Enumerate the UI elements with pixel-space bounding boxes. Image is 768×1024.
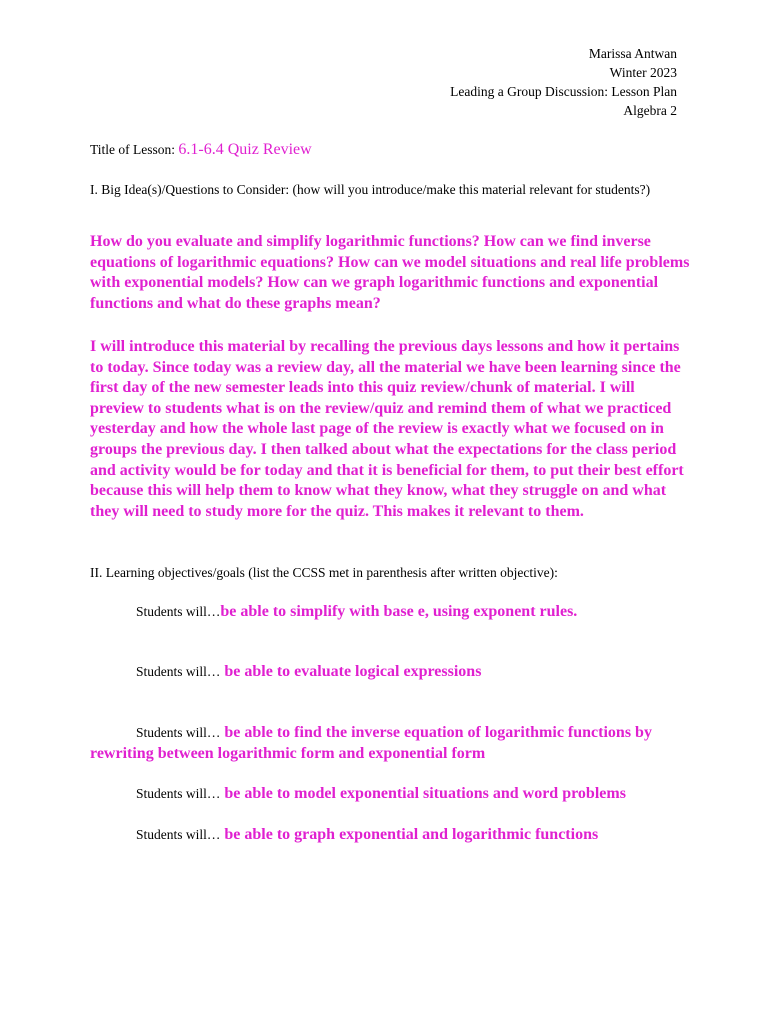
objective-text: be able to find the inverse equation of logarithmic functions by rewriting between logarithmic form and exponential form: [90, 724, 652, 762]
term: Winter 2023: [609, 65, 677, 80]
objective-text: be able to simplify with base e, using exponent rules.: [220, 603, 578, 620]
objective-item: [90, 824, 690, 845]
objective-lead: Students will…: [136, 664, 221, 679]
objective-item: [90, 722, 690, 764]
lesson-title-line: [90, 141, 312, 159]
lesson-title-label: Title of Lesson:: [90, 142, 176, 157]
introduction-paragraph: I will introduce this material by recalling the previous days lessons and how it pertains to today. Since today was a review day, all the material we have been learning since the first day of the new semester leads into this quiz review/chunk of material. I will preview to students what is on the review/quiz and remind them of what we practiced yesterday and how the whole last page of the review is exactly what we focused on in groups the previous day. I then talked about what the expectations for the class period and activity would be for today and that it is beneficial for them, to put their best effort because this will help them to know what they know, what they struggle on and what they will need to study more for the quiz. This makes it relevant to them.: [90, 338, 684, 520]
objective-lead: Students will…: [136, 725, 221, 740]
author-name: Marissa Antwan: [588, 46, 677, 61]
objective-text: be able to graph exponential and logarithmic functions: [220, 826, 599, 843]
document-header: [450, 44, 677, 120]
objective-item: [90, 783, 690, 804]
section1-heading: I. Big Idea(s)/Questions to Consider: (how will you introduce/make this material relevant for students?): [90, 182, 651, 197]
objective-item: [90, 601, 690, 622]
objective-text: be able to model exponential situations and word problems: [220, 785, 626, 802]
assignment-title: Leading a Group Discussion: Lesson Plan: [450, 84, 677, 99]
objective-lead: Students will…: [136, 827, 221, 842]
big-idea-questions: How do you evaluate and simplify logarithmic functions? How can we find inverse equations of logarithmic equations? How can we model situations and real life problems with exponential models? How can we graph logarithmic functions and exponential functions and what do these graphs mean?: [90, 233, 690, 312]
objective-text: be able to evaluate logical expressions: [220, 663, 482, 680]
lesson-title-value: 6.1-6.4 Quiz Review: [178, 141, 312, 158]
course-name: Algebra 2: [623, 103, 677, 118]
objective-lead: Students will…: [136, 786, 221, 801]
section2-heading: II. Learning objectives/goals (list the CCSS met in parenthesis after written objective):: [90, 565, 558, 580]
objective-lead: Students will…: [136, 604, 221, 619]
objective-item: [90, 661, 690, 682]
